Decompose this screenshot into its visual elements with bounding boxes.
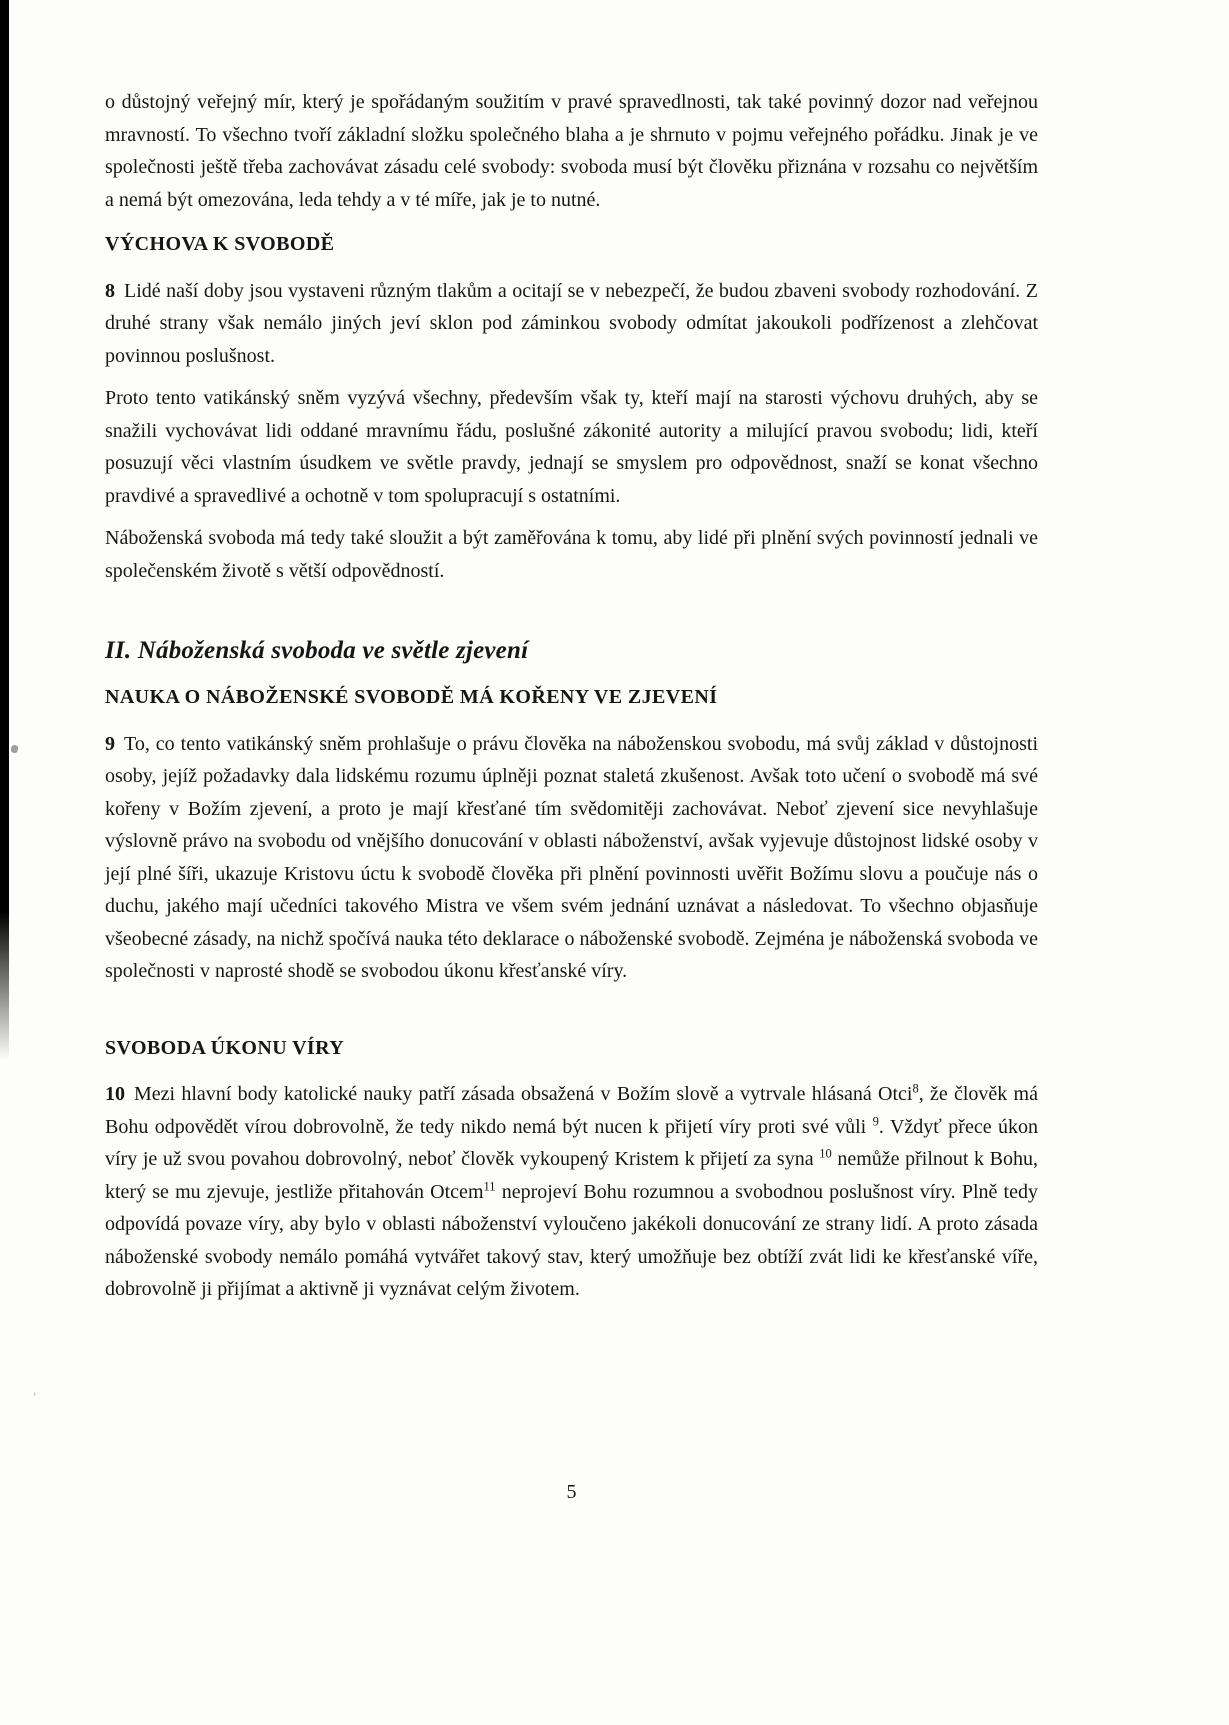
paragraph-10-segment: neprojeví Bohu rozumnou a svobodnou poslušnost víry. Plně tedy odpovídá povaze víry, aby bylo v oblasti náboženství vyloučeno jakékoli donucování ze strany lidí. A proto zásada náboženské svobody nemálo pomáhá vytvářet takový stav, který umožňuje bez obtíží zvát lidi ke křesťanské víře, dobrovolně ji přijímat a aktivně ji vyznávat celým životem. xyxy=(105,1180,1038,1300)
paragraph-9-text: To, co tento vatikánský sněm prohlašuje o právu člověka na náboženskou svobodu, má svůj základ v důstojnosti osoby, jejíž požadavky dala lidskému rozumu úplněji poznat staletá zkušenost. Avšak toto učení o svobodě má své kořeny v Božím zjevení, a proto je mají křesťané tím svědomitěji zachovávat. Neboť zjevení sice nevyhlašuje výslovně právo na svobodu od vnějšího donucování v oblasti náboženství, avšak vyjevuje důstojnost lidské osoby v její plné šíři, ukazuje Kristovu úctu k svobodě člověka při plnění povinnosti uvěřit Božímu slovu a poučuje nás o duchu, jakého mají učedníci takového Mistra ve všem svém jednání uznávat a následovat. To všechno objasňuje všeobecné zásady, na nichž spočívá nauka této deklarace o náboženské svobodě. Zejména je náboženská svoboda ve společnosti v naprosté shodě se svobodou úkonu křesťanské víry. xyxy=(105,732,1038,982)
margin-smudge: ‚ xyxy=(32,1382,37,1398)
footnote-ref-9: 9 xyxy=(872,1113,879,1128)
heading-vychova-k-svobode: VÝCHOVA K SVOBODĚ xyxy=(105,233,335,255)
paragraph-proto-tento: Proto tento vatikánský sněm vyzývá všechny, především však ty, kteří mají na starosti výchovu druhých, aby se snažili vychovávat lidi oddané mravnímu řádu, poslušné zákonité autority a milující pravou svobodu; lidi, kteří posuzují věci vlastním úsudkem ve světle pravdy, jednají se smyslem pro odpovědnost, snaží se konat všechno pravdivé a spravedlivé a ochotně v tom spolupracují s ostatními. xyxy=(105,387,1038,507)
footnote-ref-11: 11 xyxy=(483,1178,496,1193)
paragraph-8 xyxy=(105,275,1038,373)
scan-edge-artifact xyxy=(0,0,9,1060)
margin-mark xyxy=(10,744,19,753)
page-number: 5 xyxy=(566,1481,577,1503)
paragraph-10-segment: , že člověk má Bohu odpovědět vírou dobrovolně, že tedy nikdo nemá být nucen k přijetí víry proti své vůli xyxy=(105,1083,1038,1138)
paragraph-nabozenska-svoboda: Náboženská svoboda má tedy také sloužit a být zaměřována k tomu, aby lidé při plnění svých povinností jednali ve společenském životě s větší odpovědností. xyxy=(105,527,1038,582)
paragraph-10 xyxy=(105,1078,1038,1306)
paragraph-10-segment: nemůže přilnout k Bohu, který se mu zjevuje, jestliže přitahován Otcem xyxy=(105,1148,1039,1203)
heading-svoboda-ukonu-viry: SVOBODA ÚKONU VÍRY xyxy=(105,1036,345,1059)
paragraph-public-order: o důstojný veřejný mír, který je spořádaným soužitím v pravé spravedlnosti, tak také povinný dozor nad veřejnou mravností. To všechno tvoří základní složku společného blaha a je shrnuto v pojmu veřejného pořádku. Jinak je ve společnosti ještě třeba zachovávat zásadu celé svobody: svoboda musí být člověku přiznána v rozsahu co největším a nemá být omezována, leda tehdy a v té míře, jak je to nutné. xyxy=(105,91,1038,211)
paragraph-9-number: 9 xyxy=(105,732,115,755)
heading-nauka-o-nabozenske-svobode: NAUKA O NÁBOŽENSKÉ SVOBODĚ MÁ KOŘENY VE ZJEVENÍ xyxy=(105,686,718,708)
footnote-ref-8: 8 xyxy=(912,1081,919,1096)
paragraph-10-number: 10 xyxy=(105,1083,125,1105)
heading-section-ii: II. Náboženská svoboda ve světle zjevení xyxy=(105,637,529,664)
paragraph-8-text: Lidé naší doby jsou vystaveni různým tlakům a ocitají se v nebezpečí, že budou zbaveni svobody rozhodování. Z druhé strany však nemálo jiných jeví sklon pod záminkou svobody odmítat jakoukoli podřízenost a zlehčovat povinnou poslušnost. xyxy=(105,279,1038,367)
paragraph-10-segment: . Vždyť přece úkon víry je už svou povahou dobrovolný, neboť člověk vykoupený Kristem k přijetí za syna xyxy=(105,1115,1038,1170)
paragraph-8-number: 8 xyxy=(105,279,115,302)
paragraph-10-segment: Mezi hlavní body katolické nauky patří zásada obsažená v Božím slově a vytrvale hlásaná Otci xyxy=(134,1083,913,1105)
page-content xyxy=(105,86,1038,1316)
footnote-ref-10: 10 xyxy=(819,1146,832,1161)
paragraph-9 xyxy=(105,728,1038,988)
